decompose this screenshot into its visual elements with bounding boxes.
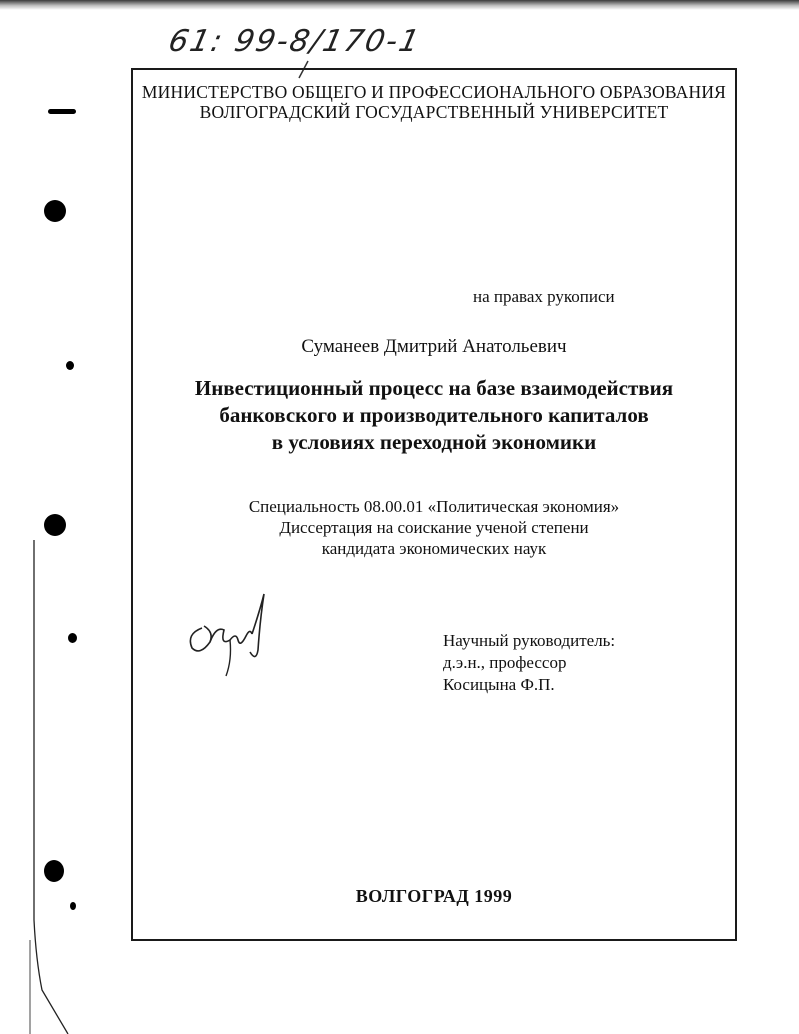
scan-edge-top bbox=[0, 0, 799, 10]
manuscript-note: на правах рукописи bbox=[473, 287, 615, 306]
title-line: банковского и производительного капиталов bbox=[219, 403, 649, 427]
advisor-degree: д.э.н., профессор bbox=[443, 653, 567, 672]
advisor-block bbox=[443, 630, 615, 696]
advisor-label: Научный руководитель: bbox=[443, 631, 616, 650]
title-line: в условиях переходной экономики bbox=[271, 430, 597, 454]
degree-line: Диссертация на соискание ученой степени bbox=[279, 518, 589, 537]
scan-dot-icon bbox=[66, 361, 74, 370]
punch-hole-icon bbox=[44, 200, 66, 222]
university-name: ВОЛГОГРАДСКИЙ ГОСУДАРСТВЕННЫЙ УНИВЕРСИТЕТ bbox=[199, 102, 669, 122]
city-year: ВОЛГОГРАД 1999 bbox=[355, 886, 513, 906]
dissertation-title bbox=[133, 375, 735, 456]
degree-field-line: кандидата экономических наук bbox=[321, 539, 547, 558]
ministry-name: МИНИСТЕРСТВО ОБЩЕГО И ПРОФЕССИОНАЛЬНОГО ОБРАЗОВАНИЯ bbox=[141, 82, 727, 102]
author-name: Суманеев Дмитрий Анатольевич bbox=[301, 336, 567, 357]
specialty-line: Специальность 08.00.01 «Политическая экономия» bbox=[248, 497, 620, 516]
specialty-block bbox=[133, 496, 735, 559]
scan-mark-icon bbox=[48, 109, 76, 114]
archive-mark: 61: 99-8/170-1 bbox=[165, 24, 425, 59]
advisor-name: Косицына Ф.П. bbox=[443, 675, 555, 694]
punch-hole-icon bbox=[44, 514, 66, 536]
scan-edge-line-icon bbox=[28, 540, 78, 1034]
signature-icon bbox=[180, 590, 270, 682]
title-page-frame bbox=[131, 68, 737, 941]
title-line: Инвестиционный процесс на базе взаимодействия bbox=[194, 376, 674, 400]
